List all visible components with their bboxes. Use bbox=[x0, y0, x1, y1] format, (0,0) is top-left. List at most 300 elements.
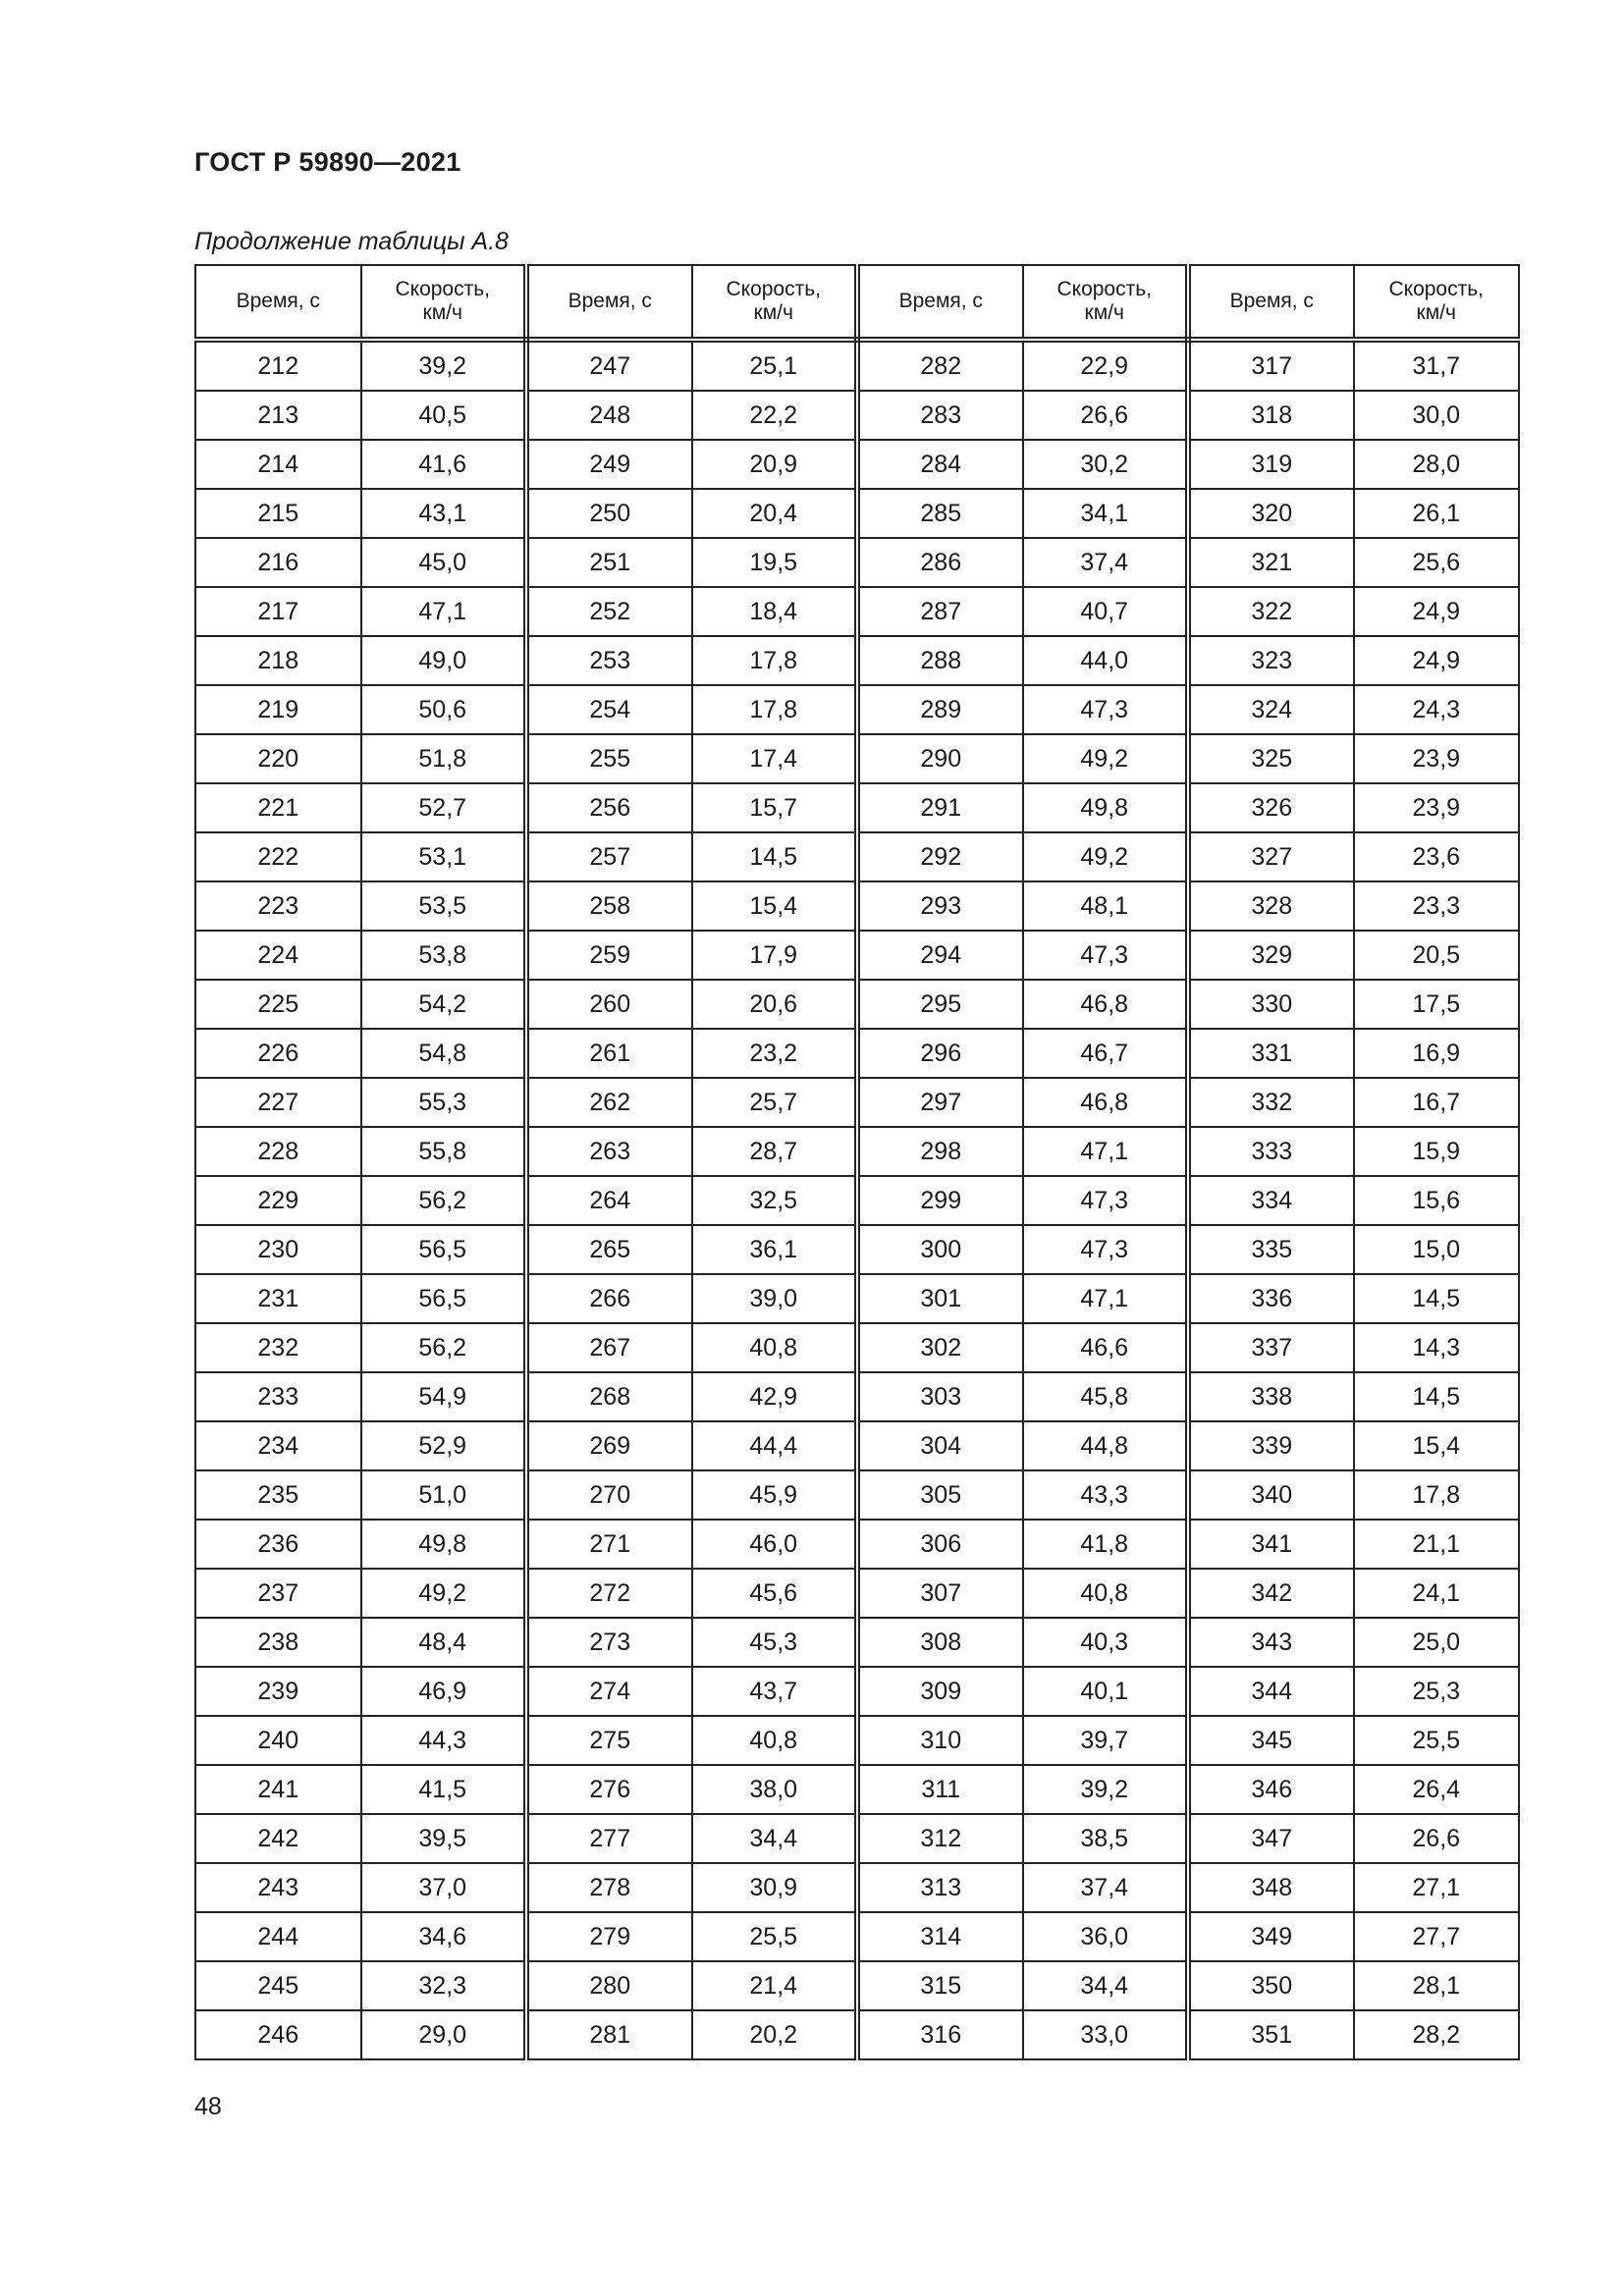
speed-cell: 31,7 bbox=[1354, 340, 1520, 391]
speed-cell: 43,1 bbox=[361, 489, 527, 538]
time-cell: 299 bbox=[857, 1176, 1023, 1225]
speed-cell: 22,2 bbox=[692, 391, 858, 440]
speed-time-table bbox=[194, 264, 1520, 2060]
time-cell: 318 bbox=[1188, 391, 1354, 440]
time-cell: 316 bbox=[857, 2010, 1023, 2059]
speed-cell: 30,2 bbox=[1023, 440, 1189, 489]
header-speed: Скорость, км/ч bbox=[1354, 265, 1520, 340]
time-cell: 214 bbox=[195, 440, 361, 489]
speed-cell: 47,3 bbox=[1023, 1225, 1189, 1274]
header-speed: Скорость, км/ч bbox=[692, 265, 858, 340]
speed-cell: 30,0 bbox=[1354, 391, 1520, 440]
time-cell: 284 bbox=[857, 440, 1023, 489]
time-cell: 325 bbox=[1188, 734, 1354, 783]
speed-cell: 46,8 bbox=[1023, 980, 1189, 1029]
time-cell: 277 bbox=[526, 1814, 692, 1863]
speed-cell: 44,8 bbox=[1023, 1421, 1189, 1470]
time-cell: 329 bbox=[1188, 931, 1354, 980]
table-row bbox=[195, 783, 1519, 832]
speed-cell: 46,9 bbox=[361, 1667, 527, 1716]
document-header: ГОСТ Р 59890—2021 bbox=[194, 147, 461, 177]
time-cell: 295 bbox=[857, 980, 1023, 1029]
time-cell: 341 bbox=[1188, 1520, 1354, 1569]
time-cell: 237 bbox=[195, 1569, 361, 1618]
time-cell: 254 bbox=[526, 685, 692, 734]
speed-cell: 40,8 bbox=[692, 1716, 858, 1765]
time-cell: 301 bbox=[857, 1274, 1023, 1323]
speed-cell: 38,5 bbox=[1023, 1814, 1189, 1863]
speed-cell: 39,5 bbox=[361, 1814, 527, 1863]
table-row bbox=[195, 685, 1519, 734]
time-cell: 294 bbox=[857, 931, 1023, 980]
speed-cell: 33,0 bbox=[1023, 2010, 1189, 2059]
time-cell: 244 bbox=[195, 1912, 361, 1961]
time-cell: 330 bbox=[1188, 980, 1354, 1029]
time-cell: 338 bbox=[1188, 1372, 1354, 1421]
speed-cell: 40,3 bbox=[1023, 1618, 1189, 1667]
time-cell: 319 bbox=[1188, 440, 1354, 489]
time-cell: 324 bbox=[1188, 685, 1354, 734]
table-row bbox=[195, 832, 1519, 881]
speed-cell: 47,3 bbox=[1023, 1176, 1189, 1225]
time-cell: 213 bbox=[195, 391, 361, 440]
time-cell: 349 bbox=[1188, 1912, 1354, 1961]
time-cell: 272 bbox=[526, 1569, 692, 1618]
time-cell: 238 bbox=[195, 1618, 361, 1667]
speed-cell: 49,8 bbox=[1023, 783, 1189, 832]
time-cell: 348 bbox=[1188, 1863, 1354, 1912]
table-row bbox=[195, 1912, 1519, 1961]
time-cell: 336 bbox=[1188, 1274, 1354, 1323]
time-cell: 289 bbox=[857, 685, 1023, 734]
speed-cell: 49,2 bbox=[1023, 832, 1189, 881]
speed-cell: 25,0 bbox=[1354, 1618, 1520, 1667]
header-time: Время, с bbox=[526, 265, 692, 340]
time-cell: 323 bbox=[1188, 636, 1354, 685]
time-cell: 266 bbox=[526, 1274, 692, 1323]
speed-cell: 27,1 bbox=[1354, 1863, 1520, 1912]
table-body bbox=[195, 340, 1519, 2059]
time-cell: 282 bbox=[857, 340, 1023, 391]
speed-cell: 15,7 bbox=[692, 783, 858, 832]
time-cell: 247 bbox=[526, 340, 692, 391]
speed-cell: 25,1 bbox=[692, 340, 858, 391]
time-cell: 224 bbox=[195, 931, 361, 980]
speed-cell: 23,9 bbox=[1354, 734, 1520, 783]
table-row bbox=[195, 1372, 1519, 1421]
speed-cell: 43,3 bbox=[1023, 1470, 1189, 1520]
speed-cell: 44,3 bbox=[361, 1716, 527, 1765]
time-cell: 249 bbox=[526, 440, 692, 489]
time-cell: 297 bbox=[857, 1078, 1023, 1127]
header-time: Время, с bbox=[857, 265, 1023, 340]
time-cell: 275 bbox=[526, 1716, 692, 1765]
speed-cell: 24,1 bbox=[1354, 1569, 1520, 1618]
time-cell: 260 bbox=[526, 980, 692, 1029]
table-row bbox=[195, 1470, 1519, 1520]
time-cell: 300 bbox=[857, 1225, 1023, 1274]
table-row bbox=[195, 1176, 1519, 1225]
speed-cell: 28,0 bbox=[1354, 440, 1520, 489]
speed-cell: 51,0 bbox=[361, 1470, 527, 1520]
time-cell: 303 bbox=[857, 1372, 1023, 1421]
speed-cell: 54,8 bbox=[361, 1029, 527, 1078]
time-cell: 259 bbox=[526, 931, 692, 980]
time-cell: 328 bbox=[1188, 881, 1354, 931]
speed-cell: 36,1 bbox=[692, 1225, 858, 1274]
time-cell: 231 bbox=[195, 1274, 361, 1323]
time-cell: 268 bbox=[526, 1372, 692, 1421]
time-cell: 281 bbox=[526, 2010, 692, 2059]
speed-cell: 17,5 bbox=[1354, 980, 1520, 1029]
speed-cell: 47,1 bbox=[1023, 1274, 1189, 1323]
table-row bbox=[195, 1029, 1519, 1078]
speed-cell: 20,6 bbox=[692, 980, 858, 1029]
speed-cell: 34,6 bbox=[361, 1912, 527, 1961]
time-cell: 302 bbox=[857, 1323, 1023, 1372]
time-cell: 256 bbox=[526, 783, 692, 832]
table-row bbox=[195, 1961, 1519, 2010]
time-cell: 313 bbox=[857, 1863, 1023, 1912]
time-cell: 292 bbox=[857, 832, 1023, 881]
speed-cell: 39,2 bbox=[1023, 1765, 1189, 1814]
time-cell: 250 bbox=[526, 489, 692, 538]
speed-cell: 56,5 bbox=[361, 1225, 527, 1274]
speed-cell: 50,6 bbox=[361, 685, 527, 734]
speed-cell: 25,3 bbox=[1354, 1667, 1520, 1716]
speed-cell: 47,3 bbox=[1023, 685, 1189, 734]
speed-cell: 16,7 bbox=[1354, 1078, 1520, 1127]
speed-cell: 26,6 bbox=[1023, 391, 1189, 440]
speed-cell: 39,2 bbox=[361, 340, 527, 391]
time-cell: 215 bbox=[195, 489, 361, 538]
speed-cell: 15,4 bbox=[1354, 1421, 1520, 1470]
speed-cell: 14,5 bbox=[1354, 1274, 1520, 1323]
speed-cell: 14,3 bbox=[1354, 1323, 1520, 1372]
speed-cell: 20,5 bbox=[1354, 931, 1520, 980]
speed-cell: 43,7 bbox=[692, 1667, 858, 1716]
table-row bbox=[195, 440, 1519, 489]
table-row bbox=[195, 340, 1519, 391]
time-cell: 233 bbox=[195, 1372, 361, 1421]
time-cell: 251 bbox=[526, 538, 692, 587]
table-header-row bbox=[195, 265, 1519, 340]
time-cell: 335 bbox=[1188, 1225, 1354, 1274]
speed-cell: 38,0 bbox=[692, 1765, 858, 1814]
speed-cell: 56,2 bbox=[361, 1176, 527, 1225]
time-cell: 334 bbox=[1188, 1176, 1354, 1225]
time-cell: 226 bbox=[195, 1029, 361, 1078]
time-cell: 344 bbox=[1188, 1667, 1354, 1716]
speed-cell: 24,9 bbox=[1354, 636, 1520, 685]
speed-cell: 46,6 bbox=[1023, 1323, 1189, 1372]
header-time: Время, с bbox=[195, 265, 361, 340]
time-cell: 280 bbox=[526, 1961, 692, 2010]
time-cell: 257 bbox=[526, 832, 692, 881]
time-cell: 314 bbox=[857, 1912, 1023, 1961]
time-cell: 296 bbox=[857, 1029, 1023, 1078]
speed-cell: 23,2 bbox=[692, 1029, 858, 1078]
speed-cell: 15,4 bbox=[692, 881, 858, 931]
speed-cell: 39,7 bbox=[1023, 1716, 1189, 1765]
speed-cell: 45,3 bbox=[692, 1618, 858, 1667]
time-cell: 285 bbox=[857, 489, 1023, 538]
time-cell: 269 bbox=[526, 1421, 692, 1470]
header-speed: Скорость, км/ч bbox=[361, 265, 527, 340]
speed-cell: 30,9 bbox=[692, 1863, 858, 1912]
speed-cell: 17,9 bbox=[692, 931, 858, 980]
time-cell: 242 bbox=[195, 1814, 361, 1863]
speed-cell: 20,4 bbox=[692, 489, 858, 538]
table-row bbox=[195, 489, 1519, 538]
time-cell: 220 bbox=[195, 734, 361, 783]
time-cell: 263 bbox=[526, 1127, 692, 1176]
speed-cell: 46,0 bbox=[692, 1520, 858, 1569]
speed-cell: 53,1 bbox=[361, 832, 527, 881]
time-cell: 286 bbox=[857, 538, 1023, 587]
time-cell: 293 bbox=[857, 881, 1023, 931]
time-cell: 252 bbox=[526, 587, 692, 636]
table-row bbox=[195, 1078, 1519, 1127]
time-cell: 346 bbox=[1188, 1765, 1354, 1814]
speed-cell: 55,8 bbox=[361, 1127, 527, 1176]
speed-cell: 17,8 bbox=[692, 685, 858, 734]
time-cell: 235 bbox=[195, 1470, 361, 1520]
time-cell: 342 bbox=[1188, 1569, 1354, 1618]
speed-cell: 53,5 bbox=[361, 881, 527, 931]
table-row bbox=[195, 587, 1519, 636]
speed-cell: 25,5 bbox=[692, 1912, 858, 1961]
speed-cell: 41,6 bbox=[361, 440, 527, 489]
page-number: 48 bbox=[194, 2093, 222, 2120]
speed-cell: 18,4 bbox=[692, 587, 858, 636]
speed-cell: 32,3 bbox=[361, 1961, 527, 2010]
time-cell: 217 bbox=[195, 587, 361, 636]
speed-cell: 20,9 bbox=[692, 440, 858, 489]
time-cell: 326 bbox=[1188, 783, 1354, 832]
speed-cell: 54,9 bbox=[361, 1372, 527, 1421]
time-cell: 322 bbox=[1188, 587, 1354, 636]
time-cell: 287 bbox=[857, 587, 1023, 636]
time-cell: 218 bbox=[195, 636, 361, 685]
time-cell: 241 bbox=[195, 1765, 361, 1814]
speed-cell: 49,8 bbox=[361, 1520, 527, 1569]
speed-cell: 44,0 bbox=[1023, 636, 1189, 685]
table-row bbox=[195, 1765, 1519, 1814]
speed-cell: 41,8 bbox=[1023, 1520, 1189, 1569]
speed-cell: 56,5 bbox=[361, 1274, 527, 1323]
time-cell: 230 bbox=[195, 1225, 361, 1274]
speed-cell: 15,6 bbox=[1354, 1176, 1520, 1225]
speed-cell: 46,8 bbox=[1023, 1078, 1189, 1127]
time-cell: 317 bbox=[1188, 340, 1354, 391]
time-cell: 253 bbox=[526, 636, 692, 685]
time-cell: 310 bbox=[857, 1716, 1023, 1765]
speed-cell: 23,3 bbox=[1354, 881, 1520, 931]
time-cell: 311 bbox=[857, 1765, 1023, 1814]
speed-cell: 40,5 bbox=[361, 391, 527, 440]
table-row bbox=[195, 1421, 1519, 1470]
time-cell: 315 bbox=[857, 1961, 1023, 2010]
time-cell: 291 bbox=[857, 783, 1023, 832]
speed-cell: 15,9 bbox=[1354, 1127, 1520, 1176]
table-row bbox=[195, 881, 1519, 931]
speed-cell: 17,8 bbox=[692, 636, 858, 685]
speed-cell: 47,1 bbox=[1023, 1127, 1189, 1176]
time-cell: 307 bbox=[857, 1569, 1023, 1618]
time-cell: 288 bbox=[857, 636, 1023, 685]
time-cell: 320 bbox=[1188, 489, 1354, 538]
time-cell: 248 bbox=[526, 391, 692, 440]
time-cell: 273 bbox=[526, 1618, 692, 1667]
time-cell: 236 bbox=[195, 1520, 361, 1569]
speed-cell: 36,0 bbox=[1023, 1912, 1189, 1961]
time-cell: 265 bbox=[526, 1225, 692, 1274]
speed-cell: 16,9 bbox=[1354, 1029, 1520, 1078]
time-cell: 228 bbox=[195, 1127, 361, 1176]
time-cell: 305 bbox=[857, 1470, 1023, 1520]
speed-cell: 15,0 bbox=[1354, 1225, 1520, 1274]
table-row bbox=[195, 1225, 1519, 1274]
speed-cell: 44,4 bbox=[692, 1421, 858, 1470]
time-cell: 278 bbox=[526, 1863, 692, 1912]
time-cell: 339 bbox=[1188, 1421, 1354, 1470]
table-row bbox=[195, 1716, 1519, 1765]
time-cell: 331 bbox=[1188, 1029, 1354, 1078]
time-cell: 304 bbox=[857, 1421, 1023, 1470]
time-cell: 219 bbox=[195, 685, 361, 734]
time-cell: 308 bbox=[857, 1618, 1023, 1667]
table-row bbox=[195, 1569, 1519, 1618]
speed-cell: 55,3 bbox=[361, 1078, 527, 1127]
speed-cell: 37,0 bbox=[361, 1863, 527, 1912]
time-cell: 290 bbox=[857, 734, 1023, 783]
time-cell: 270 bbox=[526, 1470, 692, 1520]
time-cell: 258 bbox=[526, 881, 692, 931]
table-row bbox=[195, 1323, 1519, 1372]
speed-cell: 20,2 bbox=[692, 2010, 858, 2059]
time-cell: 234 bbox=[195, 1421, 361, 1470]
time-cell: 271 bbox=[526, 1520, 692, 1569]
table-row bbox=[195, 636, 1519, 685]
speed-cell: 17,4 bbox=[692, 734, 858, 783]
speed-cell: 29,0 bbox=[361, 2010, 527, 2059]
time-cell: 312 bbox=[857, 1814, 1023, 1863]
time-cell: 225 bbox=[195, 980, 361, 1029]
table-row bbox=[195, 1814, 1519, 1863]
speed-cell: 26,6 bbox=[1354, 1814, 1520, 1863]
speed-cell: 21,4 bbox=[692, 1961, 858, 2010]
speed-cell: 47,1 bbox=[361, 587, 527, 636]
table-row bbox=[195, 538, 1519, 587]
speed-cell: 45,6 bbox=[692, 1569, 858, 1618]
speed-cell: 34,1 bbox=[1023, 489, 1189, 538]
time-cell: 222 bbox=[195, 832, 361, 881]
time-cell: 267 bbox=[526, 1323, 692, 1372]
time-cell: 337 bbox=[1188, 1323, 1354, 1372]
time-cell: 239 bbox=[195, 1667, 361, 1716]
speed-cell: 49,2 bbox=[1023, 734, 1189, 783]
speed-cell: 21,1 bbox=[1354, 1520, 1520, 1569]
speed-cell: 52,9 bbox=[361, 1421, 527, 1470]
speed-cell: 28,7 bbox=[692, 1127, 858, 1176]
table-row bbox=[195, 931, 1519, 980]
speed-cell: 49,2 bbox=[361, 1569, 527, 1618]
speed-cell: 47,3 bbox=[1023, 931, 1189, 980]
speed-cell: 46,7 bbox=[1023, 1029, 1189, 1078]
speed-cell: 26,1 bbox=[1354, 489, 1520, 538]
table-row bbox=[195, 391, 1519, 440]
table-row bbox=[195, 2010, 1519, 2059]
table-row bbox=[195, 980, 1519, 1029]
time-cell: 332 bbox=[1188, 1078, 1354, 1127]
speed-cell: 40,7 bbox=[1023, 587, 1189, 636]
time-cell: 276 bbox=[526, 1765, 692, 1814]
speed-cell: 23,9 bbox=[1354, 783, 1520, 832]
time-cell: 255 bbox=[526, 734, 692, 783]
time-cell: 223 bbox=[195, 881, 361, 931]
time-cell: 274 bbox=[526, 1667, 692, 1716]
speed-cell: 14,5 bbox=[1354, 1372, 1520, 1421]
table-row bbox=[195, 1667, 1519, 1716]
time-cell: 333 bbox=[1188, 1127, 1354, 1176]
header-speed: Скорость, км/ч bbox=[1023, 265, 1189, 340]
time-cell: 298 bbox=[857, 1127, 1023, 1176]
speed-cell: 24,3 bbox=[1354, 685, 1520, 734]
speed-cell: 52,7 bbox=[361, 783, 527, 832]
time-cell: 343 bbox=[1188, 1618, 1354, 1667]
speed-cell: 40,8 bbox=[692, 1323, 858, 1372]
time-cell: 351 bbox=[1188, 2010, 1354, 2059]
speed-cell: 26,4 bbox=[1354, 1765, 1520, 1814]
time-cell: 345 bbox=[1188, 1716, 1354, 1765]
time-cell: 279 bbox=[526, 1912, 692, 1961]
time-cell: 327 bbox=[1188, 832, 1354, 881]
time-cell: 245 bbox=[195, 1961, 361, 2010]
speed-cell: 37,4 bbox=[1023, 1863, 1189, 1912]
speed-cell: 54,2 bbox=[361, 980, 527, 1029]
speed-cell: 39,0 bbox=[692, 1274, 858, 1323]
speed-cell: 40,1 bbox=[1023, 1667, 1189, 1716]
speed-cell: 56,2 bbox=[361, 1323, 527, 1372]
speed-cell: 17,8 bbox=[1354, 1470, 1520, 1520]
time-cell: 240 bbox=[195, 1716, 361, 1765]
time-cell: 216 bbox=[195, 538, 361, 587]
speed-cell: 53,8 bbox=[361, 931, 527, 980]
time-cell: 306 bbox=[857, 1520, 1023, 1569]
speed-cell: 25,6 bbox=[1354, 538, 1520, 587]
speed-cell: 48,1 bbox=[1023, 881, 1189, 931]
speed-cell: 22,9 bbox=[1023, 340, 1189, 391]
speed-cell: 48,4 bbox=[361, 1618, 527, 1667]
speed-cell: 25,7 bbox=[692, 1078, 858, 1127]
speed-cell: 41,5 bbox=[361, 1765, 527, 1814]
speed-cell: 45,8 bbox=[1023, 1372, 1189, 1421]
speed-cell: 24,9 bbox=[1354, 587, 1520, 636]
table-row bbox=[195, 1863, 1519, 1912]
speed-cell: 45,0 bbox=[361, 538, 527, 587]
time-cell: 262 bbox=[526, 1078, 692, 1127]
time-cell: 212 bbox=[195, 340, 361, 391]
time-cell: 264 bbox=[526, 1176, 692, 1225]
table-row bbox=[195, 1520, 1519, 1569]
time-cell: 309 bbox=[857, 1667, 1023, 1716]
time-cell: 221 bbox=[195, 783, 361, 832]
time-cell: 350 bbox=[1188, 1961, 1354, 2010]
speed-cell: 42,9 bbox=[692, 1372, 858, 1421]
speed-cell: 28,1 bbox=[1354, 1961, 1520, 2010]
table-row bbox=[195, 1274, 1519, 1323]
